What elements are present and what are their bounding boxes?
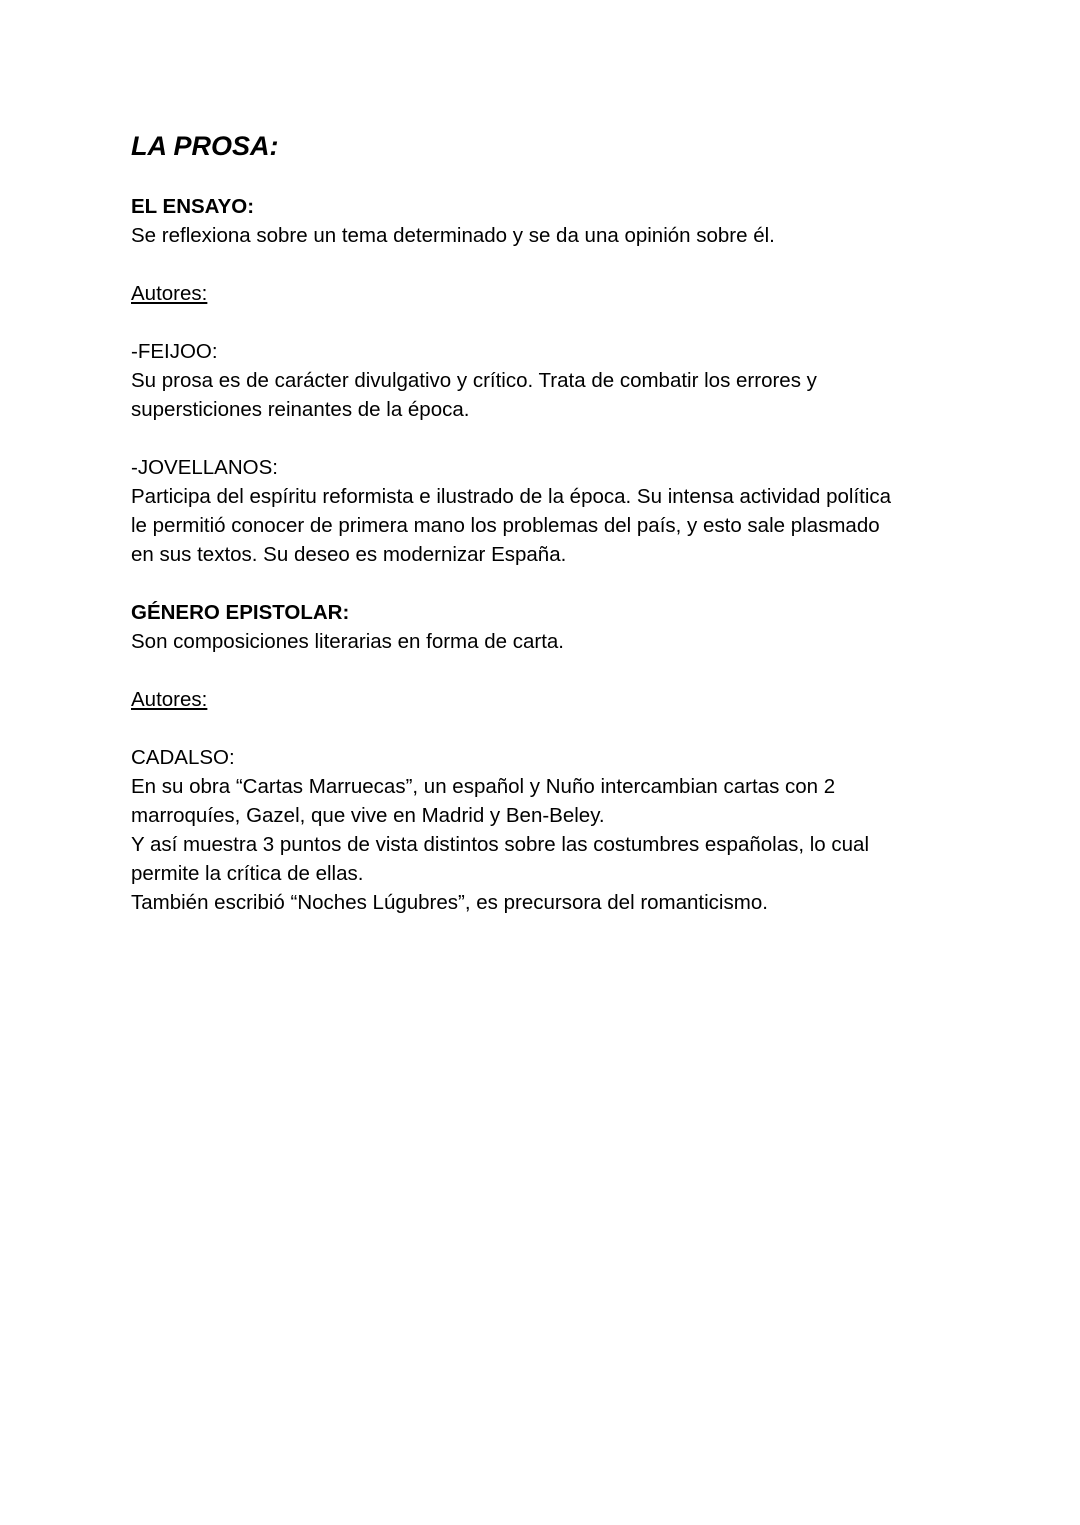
author-text-line: Participa del espíritu reformista e ilustrado de la época. Su intensa actividad política xyxy=(131,485,892,508)
author-name-jovellanos: -JOVELLANOS: xyxy=(131,456,278,479)
ensayo-authors-label-block xyxy=(131,279,961,308)
author-text-line: permite la crítica de ellas. xyxy=(131,862,364,885)
document-page xyxy=(131,128,961,917)
author-text-line: le permitió conocer de primera mano los problemas del país, y esto sale plasmado xyxy=(131,514,880,537)
ensayo-heading: EL ENSAYO: xyxy=(131,195,255,218)
epistolar-authors-label-block xyxy=(131,685,961,714)
ensayo-authors-label: Autores: xyxy=(131,282,208,305)
author-text-line: en sus textos. Su deseo es modernizar España. xyxy=(131,543,567,566)
author-name-feijoo: -FEIJOO: xyxy=(131,340,218,363)
author-text-line: También escribió “Noches Lúgubres”, es precursora del romanticismo. xyxy=(131,891,768,914)
author-text-line: marroquíes, Gazel, que vive en Madrid y Ben-Beley. xyxy=(131,804,605,827)
author-text-line: Y así muestra 3 puntos de vista distintos sobre las costumbres españolas, lo cual xyxy=(131,833,870,856)
author-cadalso xyxy=(131,743,961,917)
epistolar-heading: GÉNERO EPISTOLAR: xyxy=(131,601,350,624)
page-title: LA PROSA: xyxy=(131,131,279,161)
ensayo-section xyxy=(131,192,961,250)
author-text-line: En su obra “Cartas Marruecas”, un español y Nuño intercambian cartas con 2 xyxy=(131,775,836,798)
epistolar-authors-label: Autores: xyxy=(131,688,208,711)
author-text-line: Su prosa es de carácter divulgativo y crítico. Trata de combatir los errores y xyxy=(131,369,817,392)
author-jovellanos xyxy=(131,453,961,569)
author-name-cadalso: CADALSO: xyxy=(131,746,235,769)
epistolar-section xyxy=(131,598,961,656)
epistolar-definition: Son composiciones literarias en forma de carta. xyxy=(131,630,564,653)
author-text-line: supersticiones reinantes de la época. xyxy=(131,398,470,421)
author-feijoo xyxy=(131,337,961,424)
ensayo-definition: Se reflexiona sobre un tema determinado y se da una opinión sobre él. xyxy=(131,224,775,247)
